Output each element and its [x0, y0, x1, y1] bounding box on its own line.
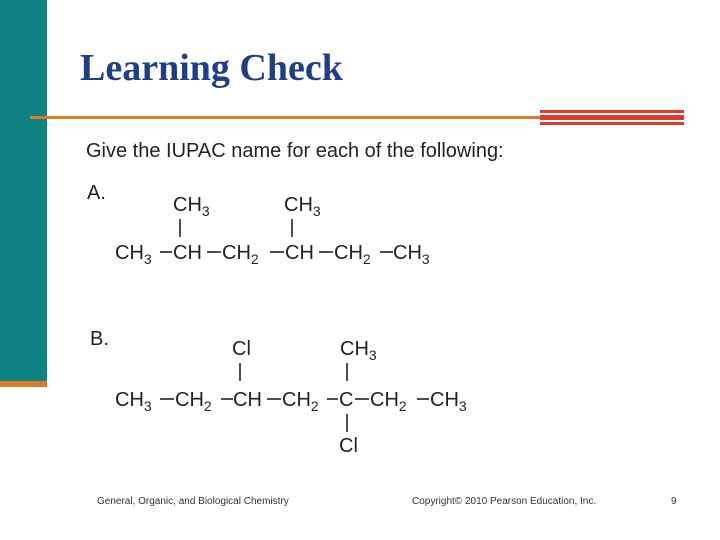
instruction-text: Give the IUPAC name for each of the following:: [86, 140, 504, 162]
problem-a-label: A.: [87, 182, 106, 204]
b-chain-6: $CH_2$: [370, 389, 407, 414]
footer-copyright: Copyright© 2010 Pearson Education, Inc.: [412, 496, 597, 507]
b-chain-3: CH: [233, 389, 262, 411]
b-chain-2: $CH_2$: [175, 389, 212, 414]
b-sub-3: Cl: [339, 435, 358, 457]
a-chain-2: CH: [173, 242, 202, 264]
b-chain-7: $CH_3$: [430, 389, 467, 414]
slide-title: Learning Check: [80, 47, 343, 89]
molecule-b: [115, 338, 467, 457]
a-chain-1: $CH_3$: [115, 242, 152, 267]
page-number: 9: [671, 496, 677, 507]
b-sub-1: Cl: [232, 338, 251, 360]
a-sub-1: $CH_3$: [173, 194, 210, 219]
problem-b-label: B.: [90, 328, 109, 350]
b-sub-2: $CH_3$: [340, 338, 377, 363]
a-chain-4: CH: [285, 242, 314, 264]
a-sub-2: $CH_3$: [284, 194, 321, 219]
b-chain-1: $CH_3$: [115, 389, 152, 414]
a-chain-6: $CH_3$: [393, 242, 430, 267]
footer-course: General, Organic, and Biological Chemistry: [97, 496, 289, 507]
b-chain-5: C: [339, 389, 354, 411]
a-chain-5: $CH_2$: [334, 242, 371, 267]
molecule-a: [115, 194, 430, 267]
b-chain-4: $CH_2$: [282, 389, 319, 414]
a-chain-3: $CH_2$: [222, 242, 259, 267]
